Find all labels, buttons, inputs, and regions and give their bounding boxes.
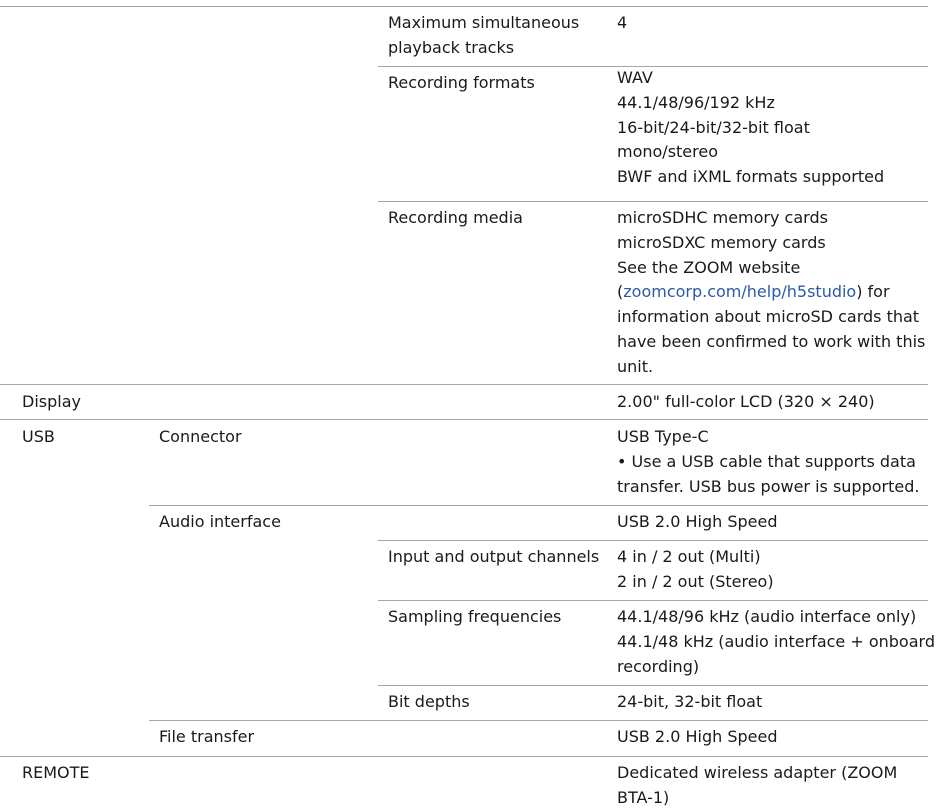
row-divider (0, 419, 928, 420)
row-divider (0, 756, 928, 757)
file-transfer-value: USB 2.0 High Speed (617, 727, 778, 746)
value-line: information about microSD cards that (617, 307, 920, 327)
channels-label: Input and output channels (388, 547, 600, 566)
value-line: BTA-1) (617, 787, 670, 807)
value-line: 44.1/48/96/192 kHz (617, 92, 775, 112)
remote-label: REMOTE (22, 763, 90, 782)
label-line: Maximum simultaneous (388, 13, 580, 32)
bit-depths-value: 24-bit, 32-bit float (617, 692, 763, 711)
value-line: microSDXC memory cards (617, 232, 826, 252)
bit-depths-label: Bit depths (388, 692, 470, 711)
value-line: 16-bit/24-bit/32-bit float (617, 117, 810, 137)
value-line: recording) (617, 656, 700, 676)
usb-label: USB (22, 427, 55, 446)
value-line: unit. (617, 356, 654, 376)
row-divider (149, 505, 928, 506)
recording-media-value (617, 206, 925, 380)
max-playback-label (388, 11, 579, 61)
value-line: Dedicated wireless adapter (ZOOM (617, 763, 898, 782)
link-suffix: ) for (856, 282, 890, 302)
value-line: USB Type-C (617, 427, 709, 446)
recording-formats-label: Recording formats (388, 73, 535, 92)
row-divider (0, 384, 928, 385)
row-divider (378, 600, 928, 601)
value-line: mono/stereo (617, 142, 719, 162)
channels-value (617, 545, 774, 595)
zoom-website-link[interactable]: zoomcorp.com/help/h5studio (623, 282, 857, 302)
label-line: playback tracks (388, 37, 515, 57)
row-divider (149, 720, 928, 721)
value-line: BWF and iXML formats supported (617, 167, 885, 187)
value-line: 44.1/48/96 kHz (audio interface only) (617, 607, 917, 626)
audio-interface-value: USB 2.0 High Speed (617, 512, 778, 531)
audio-interface-label: Audio interface (159, 512, 281, 531)
display-value: 2.00" full-color LCD (320 × 240) (617, 392, 875, 411)
value-line: 4 in / 2 out (Multi) (617, 547, 761, 566)
recording-media-label: Recording media (388, 208, 523, 227)
row-divider (0, 6, 928, 7)
value-line-with-link (617, 280, 925, 305)
max-playback-value (617, 11, 627, 36)
value-line: transfer. USB bus power is supported. (617, 476, 920, 496)
value-line: 44.1/48 kHz (audio interface + onboard (617, 631, 935, 651)
display-label: Display (22, 392, 81, 411)
recording-formats-value (617, 66, 884, 190)
value-line: WAV (617, 68, 653, 87)
sampling-label: Sampling frequencies (388, 607, 562, 626)
value-line: See the ZOOM website (617, 257, 801, 277)
connector-value (617, 425, 919, 499)
sampling-value (617, 605, 935, 679)
value-line: have been confirmed to work with this (617, 331, 926, 351)
value-line: microSDHC memory cards (617, 208, 828, 227)
file-transfer-label: File transfer (159, 727, 255, 746)
value-line: • Use a USB cable that supports data (617, 451, 916, 471)
row-divider (378, 540, 928, 541)
value-line: 4 (617, 13, 628, 32)
remote-value (617, 761, 897, 811)
connector-label: Connector (159, 427, 242, 446)
value-line: 2 in / 2 out (Stereo) (617, 571, 774, 591)
link-prefix: ( (617, 282, 624, 302)
row-divider (378, 201, 928, 202)
row-divider (378, 685, 928, 686)
